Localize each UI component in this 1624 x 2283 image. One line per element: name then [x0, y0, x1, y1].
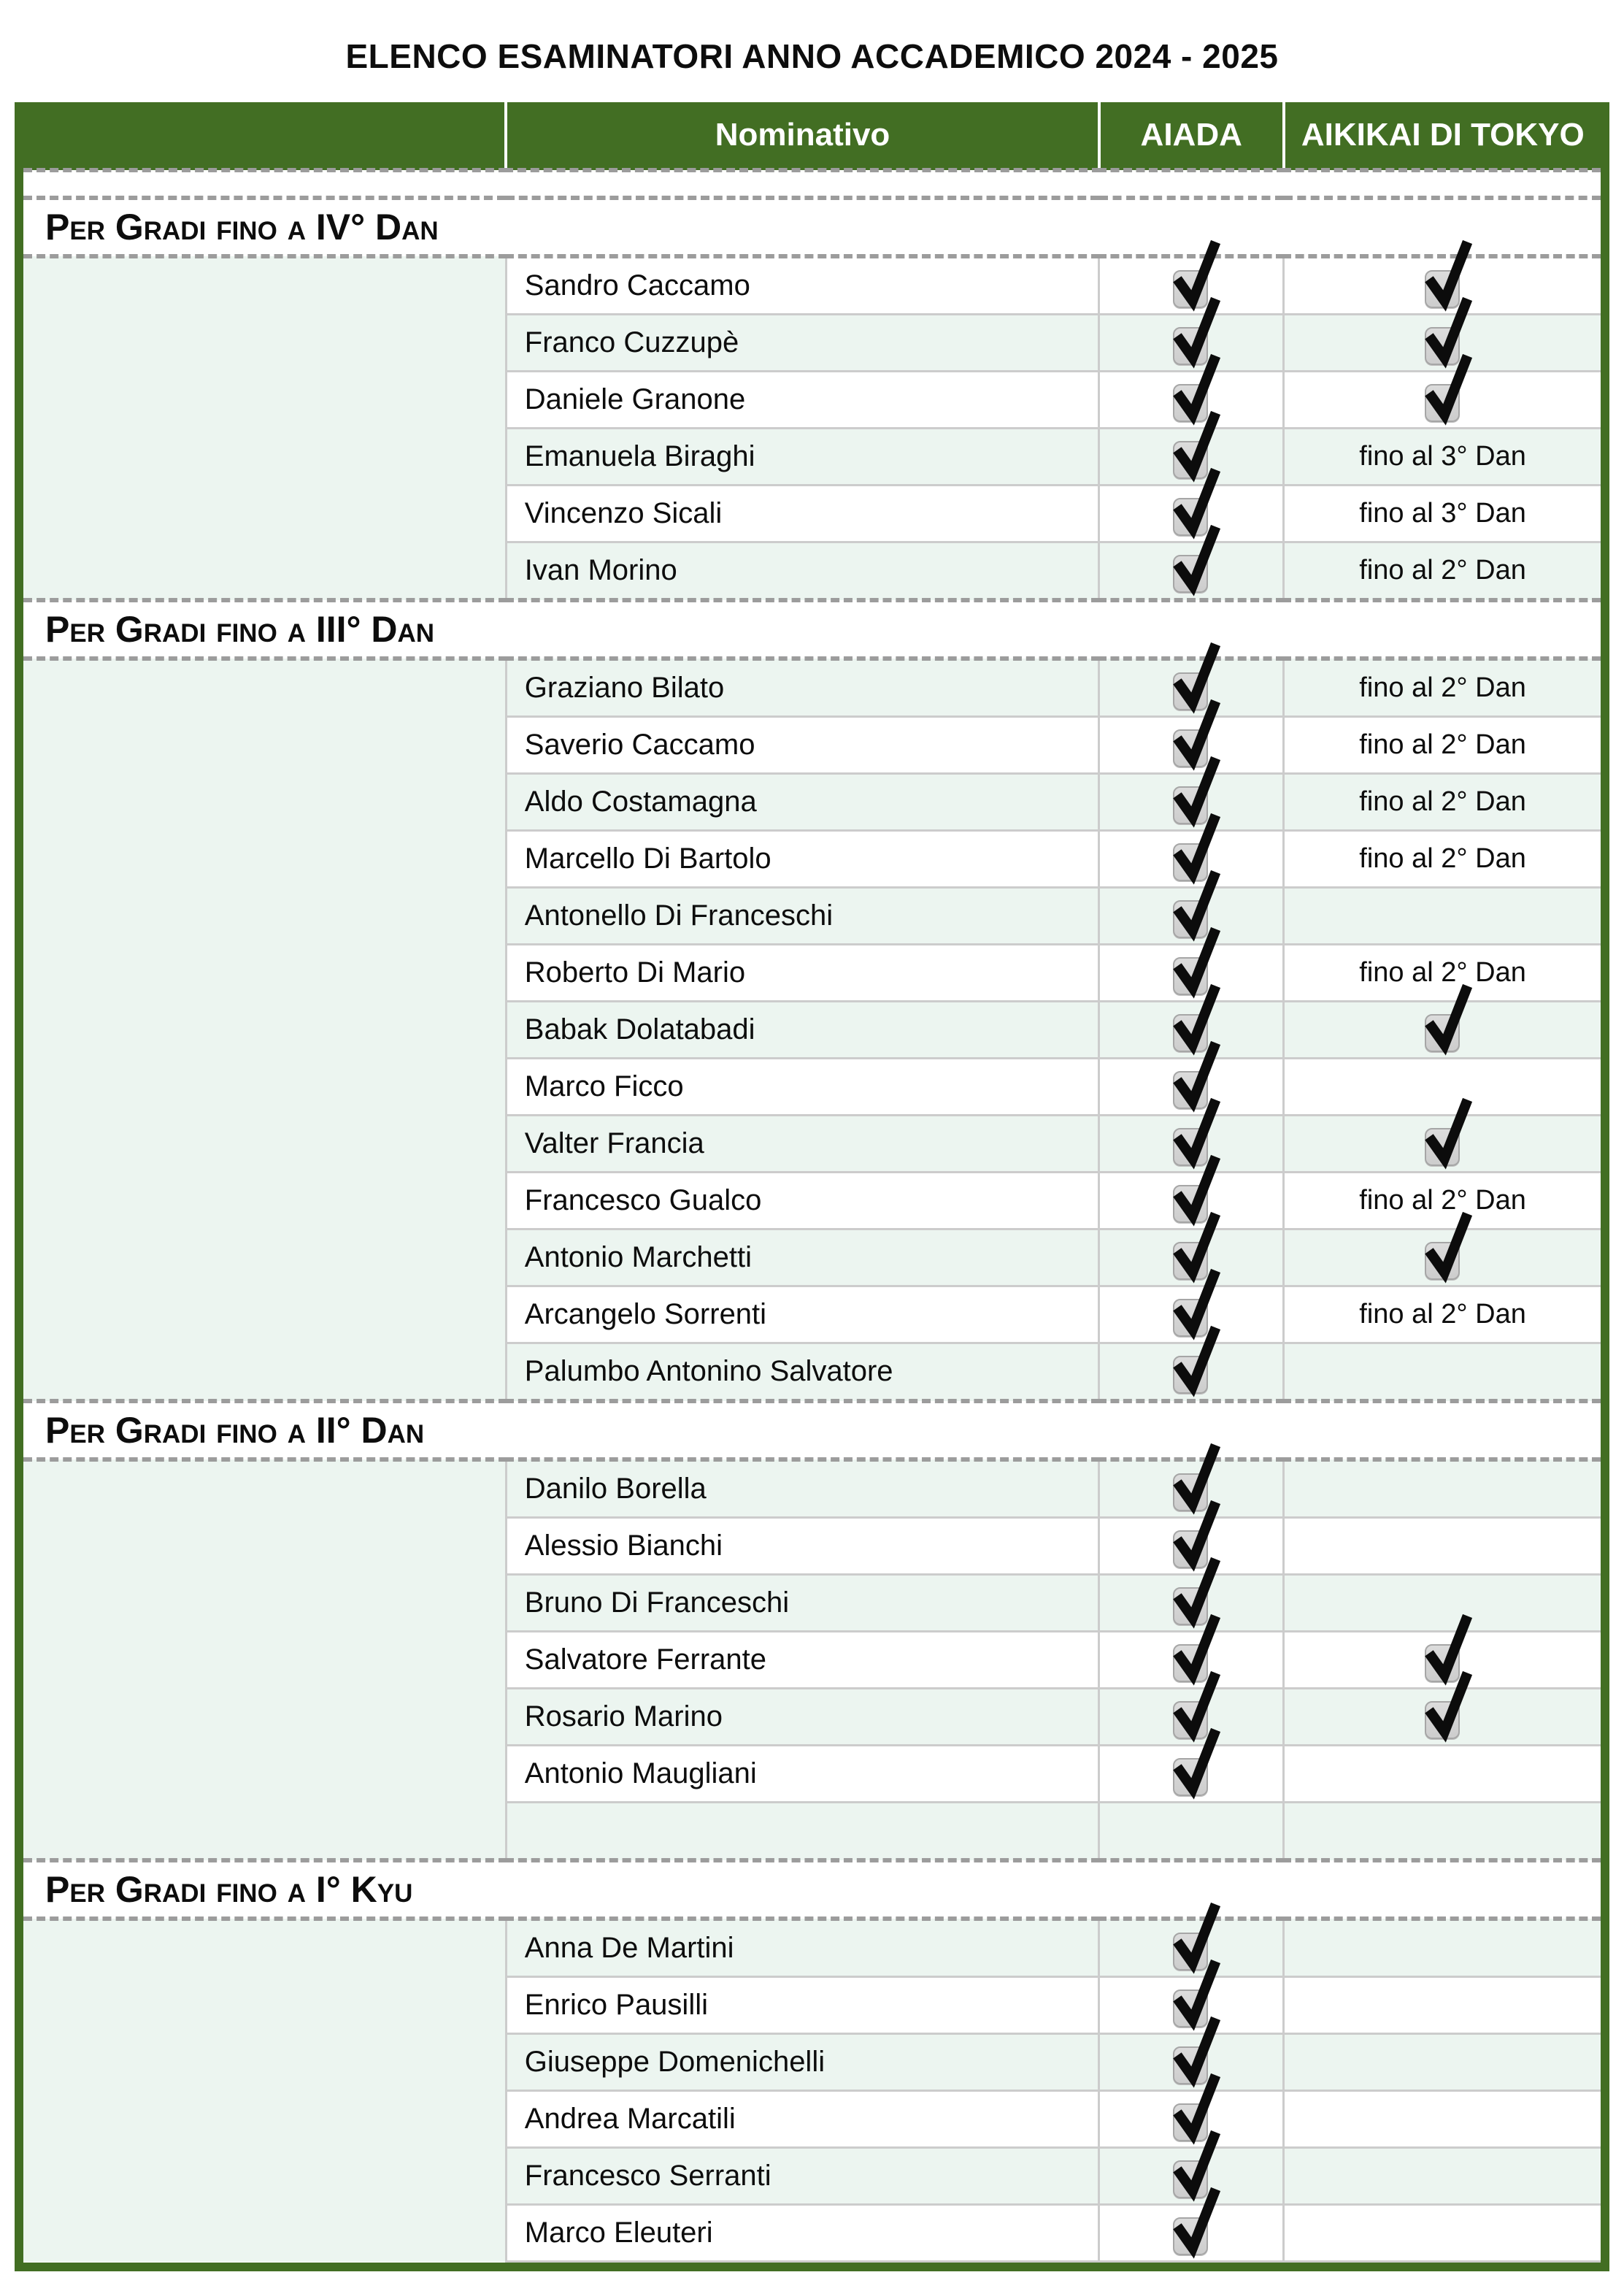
examiner-name: Marco Eleuteri — [506, 2205, 1099, 2262]
aikikai-cell — [1284, 1002, 1601, 1059]
aiada-cell — [1099, 1746, 1284, 1803]
examiner-name: Graziano Bilato — [506, 659, 1099, 717]
section-header-row — [23, 198, 1601, 256]
examiner-name: Vincenzo Sicali — [506, 486, 1099, 542]
table-header-row — [23, 102, 1601, 170]
aikikai-cell — [1284, 1977, 1601, 2034]
aikikai-cell — [1284, 1518, 1601, 1575]
aikikai-cell — [1284, 1803, 1601, 1861]
examiner-name: Palumbo Antonino Salvatore — [506, 1343, 1099, 1402]
section-left-spacer-cell — [23, 659, 506, 1401]
column-header-aiada: AIADA — [1099, 102, 1284, 170]
checkbox-checked-icon — [1173, 1353, 1209, 1395]
examiner-name: Marco Ficco — [506, 1059, 1099, 1116]
examiner-name: Daniele Granone — [506, 372, 1099, 429]
aikikai-cell — [1284, 1689, 1601, 1746]
aiada-cell — [1099, 1803, 1284, 1861]
examiner-name: Valter Francia — [506, 1116, 1099, 1173]
checkbox-checked-icon — [1425, 1011, 1461, 1054]
aikikai-cell: fino al 2° Dan — [1284, 1286, 1601, 1343]
aikikai-cell — [1284, 1459, 1601, 1518]
aikikai-cell — [1284, 1116, 1601, 1173]
section-left-spacer-cell — [23, 1919, 506, 2262]
examiner-row — [23, 256, 1601, 315]
examiner-name: Giuseppe Domenichelli — [506, 2034, 1099, 2091]
section-header-row — [23, 1860, 1601, 1919]
aikikai-cell: fino al 2° Dan — [1284, 659, 1601, 717]
examiner-name: Antonio Maugliani — [506, 1746, 1099, 1803]
section-header-row — [23, 1401, 1601, 1459]
aikikai-cell — [1284, 2148, 1601, 2205]
aikikai-cell: fino al 3° Dan — [1284, 486, 1601, 542]
examiner-name: Antonio Marchetti — [506, 1229, 1099, 1286]
examiner-name — [506, 1803, 1099, 1861]
examiner-name: Danilo Borella — [506, 1459, 1099, 1518]
section-title: Per Gradi fino a III° Dan — [23, 600, 1601, 659]
examiner-name: Salvatore Ferrante — [506, 1632, 1099, 1689]
aikikai-cell — [1284, 1343, 1601, 1402]
checkbox-checked-icon — [1425, 381, 1461, 423]
checkbox-checked-icon — [1425, 1239, 1461, 1281]
section-header-row — [23, 600, 1601, 659]
examiner-name: Arcangelo Sorrenti — [506, 1286, 1099, 1343]
section-left-spacer-cell — [23, 1459, 506, 1860]
examiner-name: Alessio Bianchi — [506, 1518, 1099, 1575]
examiner-name: Roberto Di Mario — [506, 945, 1099, 1002]
aikikai-cell — [1284, 2091, 1601, 2148]
aikikai-cell — [1284, 1229, 1601, 1286]
column-header-nominativo: Nominativo — [506, 102, 1099, 170]
check-mark — [1425, 983, 1469, 1056]
section-left-spacer-cell — [23, 256, 506, 600]
examiner-name: Bruno Di Franceschi — [506, 1575, 1099, 1632]
aikikai-cell — [1284, 1746, 1601, 1803]
examiner-name: Enrico Pausilli — [506, 1977, 1099, 2034]
table-body — [23, 170, 1601, 2262]
examiner-name: Babak Dolatabadi — [506, 1002, 1099, 1059]
examiner-name: Rosario Marino — [506, 1689, 1099, 1746]
aikikai-cell: fino al 3° Dan — [1284, 429, 1601, 486]
spacer-row — [23, 170, 1601, 198]
aiada-cell — [1099, 1343, 1284, 1402]
examiner-name: Emanuela Biraghi — [506, 429, 1099, 486]
examiner-name: Ivan Morino — [506, 542, 1099, 601]
examiner-name: Francesco Serranti — [506, 2148, 1099, 2205]
check-mark — [1425, 1211, 1469, 1284]
checkbox-checked-icon — [1173, 2214, 1209, 2257]
check-mark — [1174, 1325, 1217, 1398]
examiner-name: Marcello Di Bartolo — [506, 831, 1099, 888]
check-mark — [1425, 1670, 1469, 1743]
aikikai-cell — [1284, 372, 1601, 429]
examiner-name: Francesco Gualco — [506, 1173, 1099, 1229]
checkbox-checked-icon — [1425, 1698, 1461, 1741]
page-title: ELENCO ESAMINATORI ANNO ACCADEMICO 2024 - 2025 — [345, 37, 1279, 75]
aiada-cell — [1099, 542, 1284, 601]
examiner-name: Antonello Di Franceschi — [506, 888, 1099, 945]
check-mark — [1174, 2187, 1217, 2260]
check-mark — [1425, 353, 1469, 426]
aikikai-cell — [1284, 2205, 1601, 2262]
aikikai-cell: fino al 2° Dan — [1284, 542, 1601, 601]
aikikai-cell — [1284, 888, 1601, 945]
column-header-empty — [23, 102, 506, 170]
aikikai-cell: fino al 2° Dan — [1284, 945, 1601, 1002]
check-mark — [1425, 1097, 1469, 1170]
aikikai-cell — [1284, 2034, 1601, 2091]
checkbox-checked-icon — [1173, 1755, 1209, 1797]
examiner-name: Andrea Marcatili — [506, 2091, 1099, 2148]
examiners-table-frame — [15, 102, 1609, 2271]
aikikai-cell: fino al 2° Dan — [1284, 1173, 1601, 1229]
aikikai-cell: fino al 2° Dan — [1284, 831, 1601, 888]
check-mark — [1174, 1727, 1217, 1800]
examiner-name: Franco Cuzzupè — [506, 315, 1099, 372]
examiner-name: Saverio Caccamo — [506, 717, 1099, 774]
examiner-name: Anna De Martini — [506, 1919, 1099, 1977]
section-title: Per Gradi fino a II° Dan — [23, 1401, 1601, 1459]
examiner-row — [23, 1919, 1601, 1977]
section-title: Per Gradi fino a IV° Dan — [23, 198, 1601, 256]
aiada-cell — [1099, 2205, 1284, 2262]
check-mark — [1174, 524, 1217, 597]
examiner-row — [23, 659, 1601, 717]
examiner-name: Sandro Caccamo — [506, 256, 1099, 315]
aikikai-cell: fino al 2° Dan — [1284, 717, 1601, 774]
examiner-name: Aldo Costamagna — [506, 774, 1099, 831]
examiners-table — [23, 102, 1601, 2263]
examiner-row — [23, 1459, 1601, 1518]
section-title: Per Gradi fino a I° Kyu — [23, 1860, 1601, 1919]
checkbox-checked-icon — [1173, 552, 1209, 594]
column-header-aikikai: AIKIKAI DI TOKYO — [1284, 102, 1601, 170]
checkbox-checked-icon — [1425, 1125, 1461, 1167]
aikikai-cell — [1284, 1919, 1601, 1977]
aikikai-cell: fino al 2° Dan — [1284, 774, 1601, 831]
